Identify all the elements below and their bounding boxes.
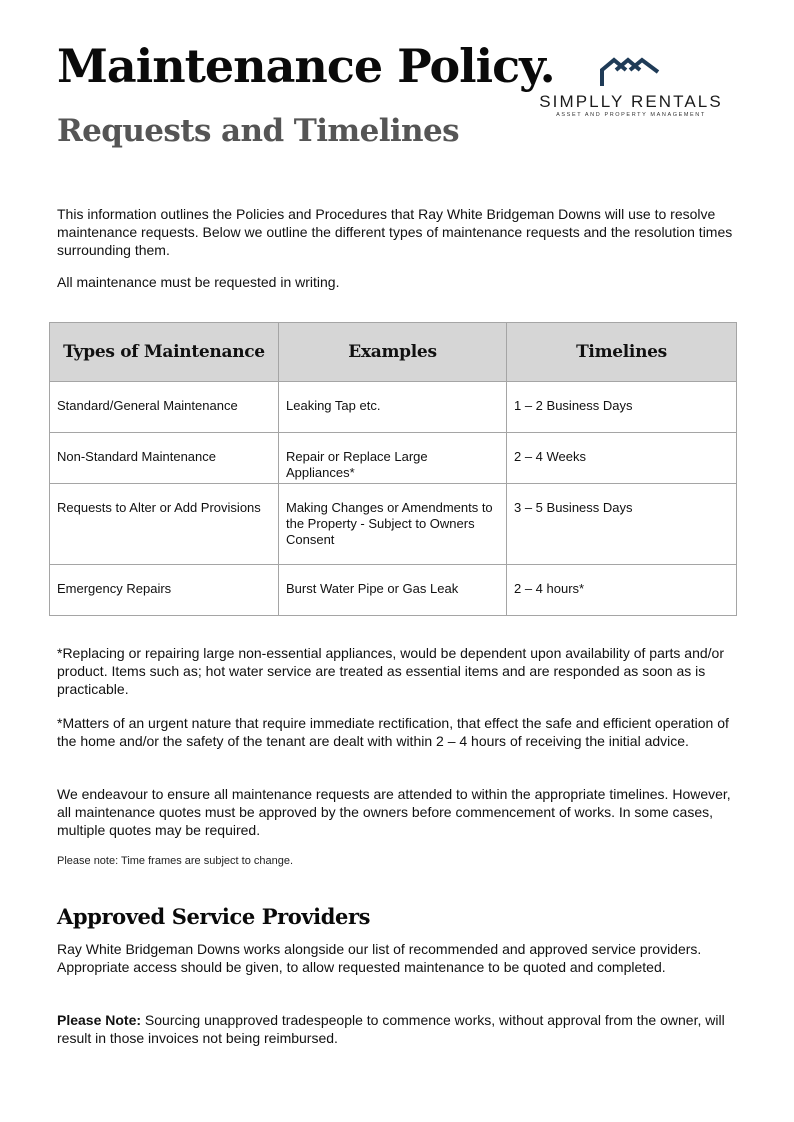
- table-header-row: [50, 323, 737, 382]
- table-cell: 2 – 4 hours*: [507, 565, 737, 616]
- table-row: [50, 433, 737, 484]
- page-subtitle: Requests and Timelines: [57, 113, 459, 149]
- section-heading-providers: Approved Service Providers: [57, 904, 371, 929]
- logo-name: SIMPLLY RENTALS: [539, 92, 723, 111]
- unapproved-trades-note: [57, 1011, 737, 1047]
- table-row: [50, 565, 737, 616]
- table-cell: Standard/General Maintenance: [50, 382, 279, 433]
- table-cell: Burst Water Pipe or Gas Leak: [279, 565, 507, 616]
- column-header-types: Types of Maintenance: [50, 323, 279, 382]
- table-cell: 2 – 4 Weeks: [507, 433, 737, 484]
- writing-requirement: All maintenance must be requested in writing.: [57, 274, 340, 290]
- please-note-text: Sourcing unapproved tradespeople to commence works, without approval from the owner, will result in those invoices not being reimbursed.: [57, 1012, 725, 1046]
- table-cell: Making Changes or Amendments to the Property - Subject to Owners Consent: [279, 484, 507, 565]
- table-row: [50, 484, 737, 565]
- company-logo: [528, 56, 734, 122]
- house-roofs-icon: [600, 56, 662, 88]
- table-cell: Repair or Replace Large Appliances*: [279, 433, 507, 484]
- column-header-timelines: Timelines: [507, 323, 737, 382]
- table-cell: 3 – 5 Business Days: [507, 484, 737, 565]
- urgent-matters-note: *Matters of an urgent nature that require immediate rectification, that effect the safe and efficient operation of the home and/or the safety of the tenant are dealt with within 2 – 4 hours of receiving the initial advice.: [57, 715, 729, 749]
- table-cell: Non-Standard Maintenance: [50, 433, 279, 484]
- timeframes-note: Please note: Time frames are subject to change.: [57, 855, 294, 867]
- quotes-paragraph: We endeavour to ensure all maintenance requests are attended to within the appropriate timelines. However, all maintenance quotes must be approved by the owners before commencement of works. In some cases, multiple quotes may be required.: [57, 786, 731, 838]
- table-cell: Emergency Repairs: [50, 565, 279, 616]
- page-title: Maintenance Policy.: [57, 39, 555, 93]
- table-row: [50, 382, 737, 433]
- please-note-label: Please Note:: [57, 1012, 142, 1028]
- appliances-note: *Replacing or repairing large non-essential appliances, would be dependent upon availability of parts and/or product. Items such as; hot water service are treated as essential items and are responded as soon as is practicable.: [57, 645, 724, 697]
- table-cell: 1 – 2 Business Days: [507, 382, 737, 433]
- table-cell: Leaking Tap etc.: [279, 382, 507, 433]
- providers-paragraph: Ray White Bridgeman Downs works alongside our list of recommended and approved service providers. Appropriate access should be given, to allow requested maintenance to be quoted and completed.: [57, 941, 702, 975]
- column-header-examples: Examples: [279, 323, 507, 382]
- table-cell: Requests to Alter or Add Provisions: [50, 484, 279, 565]
- intro-paragraph: This information outlines the Policies and Procedures that Ray White Bridgeman Downs will use to resolve maintenance requests. Below we outline the different types of maintenance requests and the resolution times surrounding them.: [57, 206, 733, 258]
- logo-tagline: ASSET AND PROPERTY MANAGEMENT: [556, 112, 706, 118]
- maintenance-table: [49, 322, 737, 616]
